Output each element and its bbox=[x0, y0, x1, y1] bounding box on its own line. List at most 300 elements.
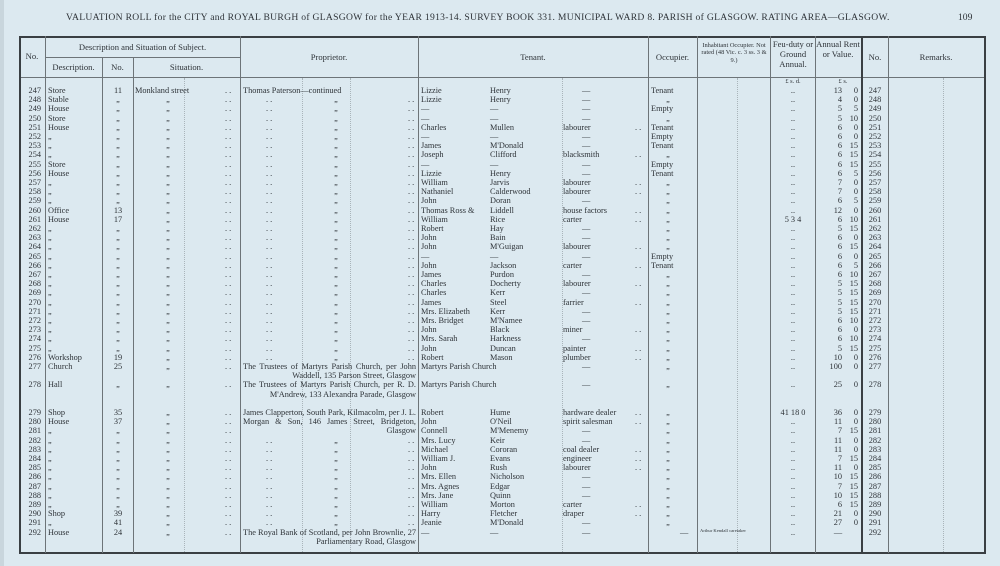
description: House bbox=[48, 168, 70, 178]
feu-duty: .. bbox=[790, 196, 796, 206]
tenant-first-name: James bbox=[421, 297, 442, 307]
description: „ bbox=[48, 260, 52, 270]
proprietor-ditto: „ bbox=[334, 472, 338, 482]
description: „ bbox=[48, 233, 52, 243]
tenant-surname: Quinn bbox=[490, 490, 511, 500]
tenant-first-name: Thomas Ross & bbox=[421, 205, 475, 215]
header-inhabitant-occupier: Inhabitant Occupier. Not rated (48 Vic. c. 3 ss. 3 & 9.) bbox=[701, 42, 767, 64]
description: „ bbox=[48, 132, 52, 141]
feu-duty: 41 18 0 bbox=[780, 408, 806, 417]
description: „ bbox=[48, 343, 52, 353]
situation-ditto: „ bbox=[166, 95, 170, 105]
description: „ bbox=[48, 334, 52, 344]
tenant-surname: Steel bbox=[490, 297, 507, 307]
feu-duty: .. bbox=[790, 472, 796, 482]
occupier: Empty bbox=[651, 159, 674, 169]
situation-ditto: „ bbox=[166, 472, 170, 482]
rent-shillings: 0 bbox=[853, 178, 858, 187]
rent-shillings: 0 bbox=[853, 86, 858, 95]
rent-pounds: 6 bbox=[837, 150, 842, 160]
dot-leader: . . bbox=[225, 95, 232, 105]
header-proprietor: Proprietor. bbox=[310, 52, 348, 62]
rent-pounds: 27 bbox=[833, 518, 842, 528]
tenant-occupation: — bbox=[582, 251, 591, 261]
dot-leader: . . bbox=[225, 527, 232, 537]
rent-units: £ s. bbox=[838, 78, 848, 85]
proprietor-ditto: „ bbox=[334, 141, 338, 151]
rent-shillings: 15 bbox=[849, 490, 858, 500]
entry-number: 279 bbox=[28, 408, 41, 417]
situation-ditto: „ bbox=[166, 196, 170, 206]
dot-leader: . . bbox=[408, 150, 415, 160]
occupier: „ bbox=[666, 380, 670, 390]
dot-leader: . . bbox=[225, 168, 232, 178]
dot-leader: . . bbox=[266, 444, 273, 454]
tenant-first-name: Joseph bbox=[421, 150, 444, 160]
dot-leader: . . bbox=[225, 242, 232, 252]
subject-number: „ bbox=[116, 454, 120, 463]
description: „ bbox=[48, 454, 52, 463]
situation-ditto: „ bbox=[166, 260, 170, 270]
entry-number-right: 249 bbox=[868, 104, 882, 114]
entry-number-right: 252 bbox=[868, 132, 882, 141]
subject-number: „ bbox=[116, 297, 120, 307]
entry-number-right: 285 bbox=[868, 463, 882, 473]
tenant-occupation: engineer bbox=[563, 454, 592, 463]
tenant-surname: Nicholson bbox=[490, 472, 525, 482]
occupier: „ bbox=[666, 288, 670, 298]
dot-leader: . . bbox=[225, 224, 232, 233]
dot-leader: . . bbox=[408, 159, 415, 169]
header-annual-rent: Annual Rent or Value. bbox=[816, 39, 860, 59]
entry-number-right: 253 bbox=[868, 141, 882, 151]
dot-leader: . . bbox=[408, 343, 415, 353]
tenant-surname: Morton bbox=[490, 500, 515, 509]
rent-shillings: 15 bbox=[849, 500, 858, 509]
rent-pounds: 12 bbox=[833, 205, 842, 215]
entry-number: 282 bbox=[28, 435, 41, 445]
tenant-occupation: — bbox=[582, 316, 591, 325]
entry-number-right: 277 bbox=[868, 362, 882, 371]
description: Hall bbox=[48, 380, 63, 390]
inhabitant-occupier: Arthur Kendall caretaker bbox=[700, 527, 746, 533]
subject-number: „ bbox=[116, 260, 120, 270]
situation-ditto: „ bbox=[166, 242, 170, 252]
occupier: „ bbox=[666, 426, 670, 436]
rent-pounds: 36 bbox=[833, 408, 842, 417]
occupier: „ bbox=[666, 297, 670, 307]
feu-duty: .. bbox=[790, 288, 796, 298]
dot-leader: . . bbox=[408, 444, 415, 454]
dot-leader: . . bbox=[225, 352, 232, 362]
dot-leader: . . bbox=[225, 334, 232, 344]
tenant-first-name: — bbox=[421, 113, 430, 123]
entry-number: 259 bbox=[28, 196, 41, 206]
tenant-first-name: Charles bbox=[421, 122, 447, 132]
proprietor-ditto: „ bbox=[334, 187, 338, 197]
rent-shillings: 0 bbox=[853, 132, 858, 141]
tenant-occupation: — bbox=[582, 527, 591, 537]
rent-pounds: 7 bbox=[837, 426, 842, 436]
entry-number: 292 bbox=[28, 527, 41, 537]
entry-number: 288 bbox=[28, 490, 41, 500]
dot-leader: . . bbox=[408, 509, 415, 519]
entry-number: 252 bbox=[28, 132, 41, 141]
entry-number: 268 bbox=[28, 279, 41, 289]
description: „ bbox=[48, 251, 52, 261]
col-rule bbox=[861, 36, 863, 553]
rent-shillings: 5 bbox=[853, 168, 858, 178]
col-rule bbox=[45, 36, 46, 553]
feu-duty: .. bbox=[790, 518, 796, 528]
dot-leader: . . bbox=[408, 132, 415, 141]
rent-shillings: 0 bbox=[853, 444, 858, 454]
description: „ bbox=[48, 242, 52, 252]
occupier: Tenant bbox=[651, 168, 674, 178]
rent-shillings: 5 bbox=[853, 104, 858, 114]
dot-leader: . . bbox=[225, 435, 232, 445]
tenant-name: Martyrs Parish Church bbox=[421, 380, 497, 390]
situation-ditto: „ bbox=[166, 113, 170, 123]
tenant-surname: Rice bbox=[490, 214, 506, 224]
rent-shillings: 15 bbox=[849, 472, 858, 482]
subject-number: „ bbox=[116, 150, 120, 160]
tenant-surname: Henry bbox=[490, 95, 511, 105]
annual-rent: — bbox=[833, 527, 843, 537]
rent-pounds: 10 bbox=[833, 472, 842, 482]
situation-ditto: „ bbox=[166, 325, 170, 335]
description: „ bbox=[48, 306, 52, 316]
subject-number: „ bbox=[116, 334, 120, 344]
entry-number-right: 264 bbox=[868, 242, 882, 252]
dot-leader: . . bbox=[225, 417, 232, 427]
tenant-occupation: — bbox=[582, 306, 591, 316]
proprietor-ditto: „ bbox=[334, 270, 338, 279]
dot-leader: . . bbox=[408, 316, 415, 325]
entry-number-right: 258 bbox=[868, 187, 882, 197]
tenant-first-name: Charles bbox=[421, 279, 447, 289]
feu-duty: .. bbox=[790, 178, 796, 187]
proprietor-ditto: „ bbox=[334, 316, 338, 325]
entry-number-right: 290 bbox=[868, 509, 882, 519]
tenant-surname: Purdon bbox=[490, 270, 514, 279]
rent-shillings: 0 bbox=[853, 325, 858, 335]
dot-leader: . . bbox=[408, 214, 415, 224]
dot-leader: . . bbox=[225, 279, 232, 289]
proprietor-ditto: „ bbox=[334, 233, 338, 243]
rent-shillings: 0 bbox=[853, 251, 858, 261]
rent-shillings: 15 bbox=[849, 288, 858, 298]
rent-shillings: 10 bbox=[849, 316, 858, 325]
occupier: „ bbox=[666, 306, 670, 316]
tenant-occupation: draper bbox=[563, 509, 585, 519]
dot-leader: . . bbox=[635, 279, 642, 289]
rent-pounds: 21 bbox=[833, 509, 842, 519]
situation-ditto: „ bbox=[166, 251, 170, 261]
entry-number: 258 bbox=[28, 187, 41, 197]
feu-duty: .. bbox=[790, 270, 796, 279]
feu-duty: .. bbox=[790, 463, 796, 473]
proprietor-ditto: „ bbox=[334, 104, 338, 114]
rent-pounds: 6 bbox=[837, 132, 842, 141]
situation-ditto: „ bbox=[166, 518, 170, 528]
situation-ditto: „ bbox=[166, 233, 170, 243]
entry-number: 277 bbox=[28, 362, 41, 371]
proprietor-ditto: „ bbox=[334, 500, 338, 509]
entry-number: 280 bbox=[28, 417, 41, 427]
occupier: „ bbox=[666, 500, 670, 509]
tenant-surname: — bbox=[490, 104, 499, 114]
subject-number: „ bbox=[116, 122, 120, 132]
entry-number: 281 bbox=[28, 426, 41, 436]
entry-number: 253 bbox=[28, 141, 41, 151]
description: House bbox=[48, 104, 70, 114]
tenant-first-name: John bbox=[421, 343, 437, 353]
rent-pounds: 6 bbox=[837, 260, 842, 270]
entry-number: 271 bbox=[28, 306, 41, 316]
description: Office bbox=[48, 205, 70, 215]
subject-number: „ bbox=[116, 316, 120, 325]
feu-duty: .. bbox=[790, 316, 796, 325]
description: Workshop bbox=[48, 352, 82, 362]
tenant-surname: Fletcher bbox=[490, 509, 518, 519]
subject-number: „ bbox=[116, 95, 120, 105]
tenant-first-name: John bbox=[421, 260, 437, 270]
subject-subheader-rule bbox=[45, 57, 240, 58]
situation-ditto: „ bbox=[166, 362, 170, 371]
entry-number-right: 263 bbox=[868, 233, 882, 243]
rent-pounds: 11 bbox=[834, 444, 842, 454]
dot-leader: . . bbox=[225, 187, 232, 197]
occupier: „ bbox=[666, 214, 670, 224]
tenant-first-name: Michael bbox=[421, 444, 449, 454]
description: Store bbox=[48, 113, 66, 123]
tenant-surname: Doran bbox=[490, 196, 511, 206]
entry-number: 262 bbox=[28, 224, 41, 233]
rent-pounds: 6 bbox=[837, 214, 842, 224]
rent-pounds: 5 bbox=[837, 104, 842, 114]
rent-shillings: 15 bbox=[849, 343, 858, 353]
tenant-name: Martyrs Parish Church bbox=[421, 362, 497, 371]
dot-leader: . . bbox=[635, 444, 642, 454]
subject-number: 25 bbox=[113, 362, 123, 371]
rent-pounds: 6 bbox=[837, 159, 842, 169]
col-rule bbox=[648, 36, 649, 553]
tenant-surname: M'Menemy bbox=[490, 426, 529, 436]
entry-number-right: 247 bbox=[868, 86, 882, 95]
proprietor-ditto: „ bbox=[334, 122, 338, 132]
occupier: „ bbox=[666, 279, 670, 289]
tenant-occupation: spirit salesman bbox=[563, 417, 613, 427]
entry-number-right: 283 bbox=[868, 444, 882, 454]
rent-shillings: 0 bbox=[853, 205, 858, 215]
rent-shillings: 0 bbox=[853, 352, 858, 362]
tenant-first-name: Lizzie bbox=[421, 95, 442, 105]
entry-number: 272 bbox=[28, 316, 41, 325]
proprietor-ditto: „ bbox=[334, 178, 338, 187]
entry-number-right: 259 bbox=[868, 196, 882, 206]
tenant-surname: Calderwood bbox=[490, 187, 531, 197]
col-rule bbox=[697, 36, 698, 553]
entry-number: 274 bbox=[28, 334, 41, 344]
entry-number-right: 270 bbox=[868, 297, 882, 307]
dot-leader: . . bbox=[266, 343, 273, 353]
dot-leader: . . bbox=[266, 279, 273, 289]
feu-duty: .. bbox=[790, 306, 796, 316]
rent-shillings: 0 bbox=[853, 362, 858, 371]
feu-duty: .. bbox=[790, 417, 796, 427]
rent-shillings: 0 bbox=[853, 187, 858, 197]
rent-pounds: 4 bbox=[837, 95, 842, 105]
entry-number-right: 262 bbox=[868, 224, 882, 233]
dot-leader: . . bbox=[266, 205, 273, 215]
dot-leader: . . bbox=[266, 178, 273, 187]
situation-ditto: „ bbox=[166, 380, 170, 390]
description: „ bbox=[48, 325, 52, 335]
feu-duty: .. bbox=[790, 500, 796, 509]
dot-leader: . . bbox=[225, 251, 232, 261]
tenant-occupation: — bbox=[582, 380, 591, 390]
situation-ditto: „ bbox=[166, 178, 170, 187]
proprietor-ditto: „ bbox=[334, 490, 338, 500]
rent-pounds: 6 bbox=[837, 233, 842, 243]
entry-number-right: 256 bbox=[868, 168, 882, 178]
entry-number-right: 254 bbox=[868, 150, 882, 160]
situation-ditto: „ bbox=[166, 168, 170, 178]
rent-shillings: 15 bbox=[849, 224, 858, 233]
dot-leader: . . bbox=[225, 380, 232, 390]
situation: Monkland street bbox=[135, 86, 190, 95]
entry-number-right: 292 bbox=[868, 527, 882, 537]
occupier: „ bbox=[666, 352, 670, 362]
rent-shillings: 10 bbox=[849, 270, 858, 279]
dot-leader: . . bbox=[266, 104, 273, 114]
rent-pounds: 5 bbox=[837, 306, 842, 316]
dot-leader: . . bbox=[408, 490, 415, 500]
rent-pounds: 6 bbox=[837, 325, 842, 335]
dot-leader: . . bbox=[635, 500, 642, 509]
subject-number: 35 bbox=[113, 408, 123, 417]
entry-number: 247 bbox=[28, 86, 41, 95]
col-rule bbox=[815, 36, 816, 553]
subject-number: „ bbox=[116, 159, 120, 169]
occupier: „ bbox=[666, 95, 670, 105]
occupier: „ bbox=[666, 205, 670, 215]
rent-shillings: 15 bbox=[849, 159, 858, 169]
dot-leader: . . bbox=[266, 187, 273, 197]
occupier: „ bbox=[666, 481, 670, 491]
tenant-occupation: — bbox=[582, 104, 591, 114]
situation-ditto: „ bbox=[166, 132, 170, 141]
entry-number: 263 bbox=[28, 233, 41, 243]
subject-number: 19 bbox=[113, 352, 123, 362]
dot-leader: . . bbox=[225, 297, 232, 307]
feu-duty: .. bbox=[790, 426, 796, 436]
tenant-first-name: Charles bbox=[421, 288, 447, 298]
feu-duty: .. bbox=[790, 242, 796, 252]
dot-leader: . . bbox=[225, 205, 232, 215]
dot-leader: . . bbox=[408, 297, 415, 307]
tenant-first-name: — bbox=[421, 251, 430, 261]
occupier: „ bbox=[666, 187, 670, 197]
situation-ditto: „ bbox=[166, 343, 170, 353]
tenant-first-name: James bbox=[421, 141, 442, 151]
occupier: „ bbox=[666, 242, 670, 252]
description: Store bbox=[48, 86, 66, 95]
tenant-surname: Rush bbox=[490, 463, 508, 473]
dot-leader: . . bbox=[408, 113, 415, 123]
dot-leader: . . bbox=[266, 463, 273, 473]
tenant-first-name: Mrs. Lucy bbox=[421, 435, 456, 445]
entry-number: 260 bbox=[28, 205, 41, 215]
dot-leader: . . bbox=[266, 233, 273, 243]
dot-leader: . . bbox=[408, 196, 415, 206]
rent-shillings: 15 bbox=[849, 150, 858, 160]
rent-shillings: 0 bbox=[853, 435, 858, 445]
tenant-first-name: William J. bbox=[421, 454, 456, 463]
situation-ditto: „ bbox=[166, 490, 170, 500]
tenant-first-name: John bbox=[421, 242, 437, 252]
tenant-surname: Docherty bbox=[490, 279, 521, 289]
rent-shillings: 0 bbox=[853, 417, 858, 427]
occupier: „ bbox=[666, 316, 670, 325]
subject-number: „ bbox=[116, 104, 120, 114]
entry-number: 249 bbox=[28, 104, 41, 114]
header-no-right: No. bbox=[868, 52, 882, 62]
description: Church bbox=[48, 362, 73, 371]
page-number: 109 bbox=[958, 12, 973, 23]
dotted-rule bbox=[943, 78, 944, 552]
situation-ditto: „ bbox=[166, 297, 170, 307]
proprietor: James Clapperton, South Park, Kilmacolm, per J. L. Morgan & Son, 146 James Street, Bridgeton, Glasgow bbox=[243, 408, 416, 436]
tenant-first-name: James bbox=[421, 270, 442, 279]
proprietor-ditto: „ bbox=[334, 454, 338, 463]
situation-ditto: „ bbox=[166, 426, 170, 436]
description: „ bbox=[48, 435, 52, 445]
dot-leader: . . bbox=[266, 435, 273, 445]
dot-leader: . . bbox=[225, 178, 232, 187]
subject-number: 11 bbox=[114, 86, 122, 95]
feu-duty: .. bbox=[790, 444, 796, 454]
dot-leader: . . bbox=[408, 270, 415, 279]
table-bottom-rule bbox=[19, 552, 986, 554]
rent-shillings: 0 bbox=[853, 95, 858, 105]
subject-number: „ bbox=[116, 187, 120, 197]
tenant-first-name: Mrs. Agnes bbox=[421, 481, 460, 491]
proprietor-ditto: „ bbox=[334, 334, 338, 344]
tenant-first-name: John bbox=[421, 233, 437, 243]
rent-shillings: 0 bbox=[853, 408, 858, 417]
feu-duty: .. bbox=[790, 343, 796, 353]
dot-leader: . . bbox=[635, 242, 642, 252]
rent-shillings: 15 bbox=[849, 279, 858, 289]
proprietor-ditto: „ bbox=[334, 518, 338, 528]
tenant-first-name: William bbox=[421, 214, 448, 224]
dot-leader: . . bbox=[266, 113, 273, 123]
entry-number-right: 267 bbox=[868, 270, 882, 279]
situation-ditto: „ bbox=[166, 481, 170, 491]
dot-leader: . . bbox=[225, 150, 232, 160]
dot-leader: . . bbox=[408, 481, 415, 491]
feu-duty: .. bbox=[790, 187, 796, 197]
subject-number: „ bbox=[116, 132, 120, 141]
feu-duty: .. bbox=[790, 454, 796, 463]
dot-leader: . . bbox=[266, 288, 273, 298]
dot-leader: . . bbox=[408, 251, 415, 261]
dot-leader: . . bbox=[225, 509, 232, 519]
occupier: „ bbox=[666, 417, 670, 427]
entry-number-right: 281 bbox=[868, 426, 882, 436]
